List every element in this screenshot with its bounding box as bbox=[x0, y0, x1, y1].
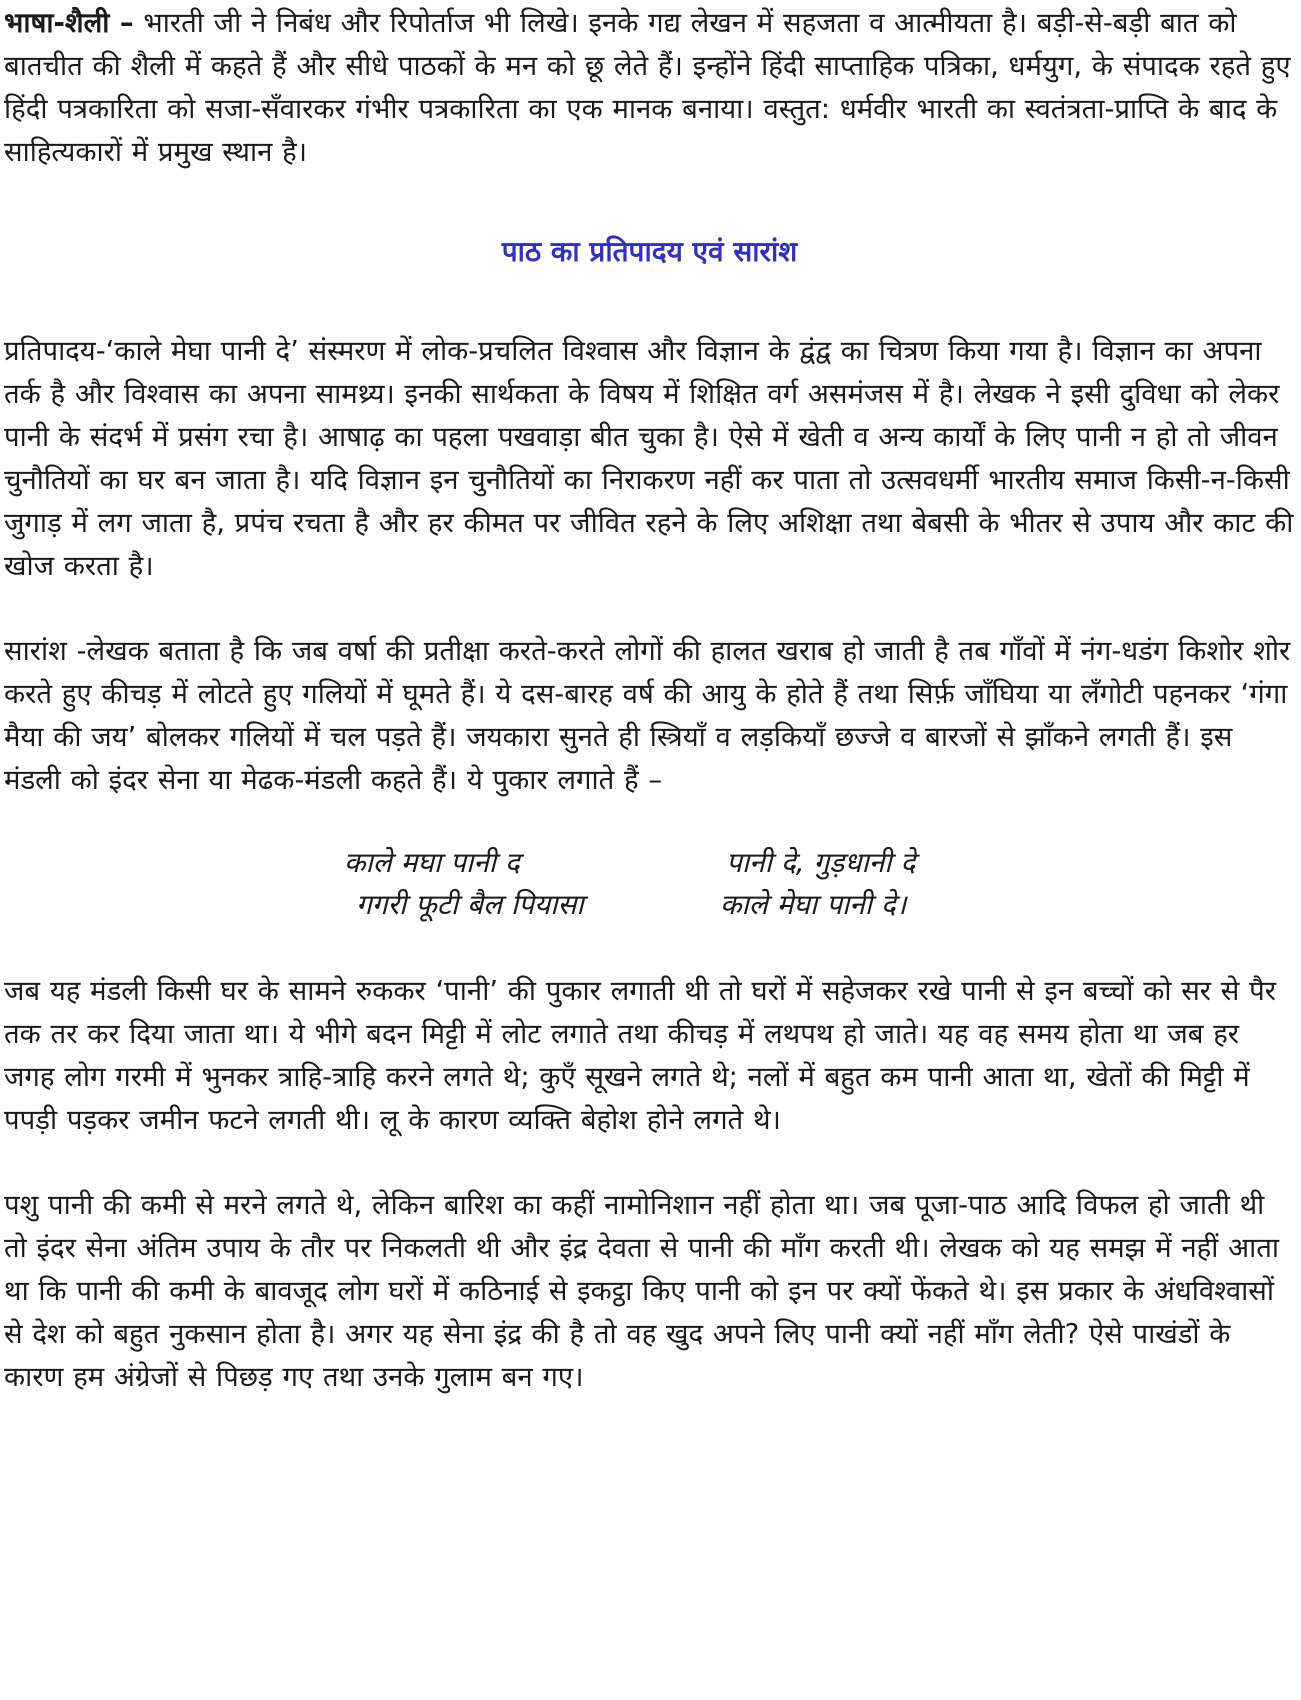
spacer bbox=[4, 588, 1295, 630]
bhasha-shaili-paragraph bbox=[4, 2, 1295, 174]
section-heading: पाठ का प्रतिपादय एवं सारांश bbox=[501, 235, 798, 268]
pratipadya-paragraph: प्रतिपादय-‘काले मेघा पानी दे’ संस्मरण में लोक-प्रचलित विश्वास और विज्ञान के द्वंद्व का चित्रण किया गया है। विज्ञान का अपना तर्क है और विश्वास का अपना सामथ्र्य। इनकी सार्थकता के विषय में शिक्षित वर्ग असमंजस में है। लेखक ने इसी दुविधा को लेकर पानी के संदर्भ में प्रसंग रचा है। आषाढ़ का पहला पखवाड़ा बीत चुका है। ऐसे में खेती व अन्य कार्यों के लिए पानी न हो तो जीवन चुनौतियों का घर बन जाता है। यदि विज्ञान इन चुनौतियों का निराकरण नहीं कर पाता तो उत्सवधर्मी भारतीय समाज किसी-न-किसी जुगाड़ में लग जाता है, प्रपंच रचता है और हर कीमत पर जीवित रहने के लिए अशिक्षा तथा बेबसी के भीतर से उपाय और काट की खोज करता है। bbox=[4, 335, 1294, 582]
poem-line-1-right: पानी दे, गुड़धानी दे bbox=[726, 846, 916, 879]
spacer bbox=[4, 272, 1295, 330]
saransh-paragraph: सारांश -लेखक बताता है कि जब वर्षा की प्रतीक्षा करते-करते लोगों की हालत खराब हो जाती है तब गाँवों में नंग-धडंग किशोर शोर करते हुए कीचड़ में लोटते हुए गलियों में घूमते हैं। ये दस-बारह वर्ष की आयु के होते हैं तथा सिर्फ़ जाँघिया या लँगोटी पहनकर ‘गंगा मैया की जय’ बोलकर गलियों में चल पड़ते हैं। जयकारा सुनते ही स्त्रियाँ व लड़कियाँ छज्जे व बारजों से झाँकने लगती हैं। इस मंडली को इंदर सेना या मेढक-मंडली कहते हैं। ये पुकार लगाते हैं – bbox=[4, 635, 1291, 796]
pashu-paragraph: पशु पानी की कमी से मरने लगते थे, लेकिन बारिश का कहीं नामोनिशान नहीं होता था। जब पूजा-पाठ आदि विफल हो जाती थी तो इंदर सेना अंतिम उपाय के तौर पर निकलती थी और इंद्र देवता से पानी की माँग करती थी। लेखक को यह समझ में नहीं आता था कि पानी की कमी के बावजूद लोग घरों में कठिनाई से इकट्ठा किए पानी को इन पर क्यों फेंकते थे। इस प्रकार के अंधविश्वासों से देश को बहुत नुकसान होता है। अगर यह सेना इंद्र की है तो वह खुद अपने लिए पानी क्यों नहीं माँग लेती? ऐसे पाखंडों के कारण हम अंग्रेजों से पिछड़ गए तथा उनके गुलाम बन गए। bbox=[4, 1189, 1280, 1393]
bhasha-shaili-text: भारती जी ने निबंध और रिपोर्ताज भी लिखे। इनके गद्य लेखन में सहजता व आत्मीयता है। बड़ी-से-बड़ी बात को बातचीत की शैली में कहते हैं और सीधे पाठकों के मन को छू लेते हैं। इन्होंने हिंदी साप्ताहिक पत्रिका, धर्मयुग, के संपादक रहते हुए हिंदी पत्रकारिता को सजा-सँवारकर गंभीर पत्रकारिता का एक मानक बनाया। वस्तुत: धर्मवीर भारती का स्वतंत्रता-प्राप्ति के बाद के साहित्यकारों में प्रमुख स्थान है। bbox=[4, 7, 1291, 168]
poem-line-2-right: काले मेघा पानी दे। bbox=[720, 888, 907, 921]
mandali-paragraph: जब यह मंडली किसी घर के सामने रुककर ‘पानी’ की पुकार लगाती थी तो घरों में सहेजकर रखे पानी से इन बच्चों को सर से पैर तक तर कर दिया जाता था। ये भीगे बदन मिट्टी में लोट लगाते तथा कीचड़ में लथपथ हो जाते। यह वह समय होता था जब हर जगह लोग गरमी में भुनकर त्राहि-त्राहि करने लगते थे; कुएँ सूखने लगते थे; नलों में बहुत कम पानी आता था, खेतों की मिट्टी में पपड़ी पड़कर जमीन फटने लगती थी। लू के कारण व्यक्ति बेहोश होने लगते थे। bbox=[4, 975, 1276, 1136]
bhasha-shaili-label: भाषा-शैली – bbox=[4, 7, 134, 39]
spacer bbox=[4, 802, 1295, 842]
spacer bbox=[4, 1142, 1295, 1184]
spacer bbox=[4, 174, 1295, 232]
poem-line-2-left: गगरी फूटी बैल पियासा bbox=[356, 888, 584, 921]
poem-line-1-left: काले मघा पानी द bbox=[344, 846, 520, 879]
poem-block bbox=[4, 842, 1295, 930]
spacer bbox=[4, 930, 1295, 970]
